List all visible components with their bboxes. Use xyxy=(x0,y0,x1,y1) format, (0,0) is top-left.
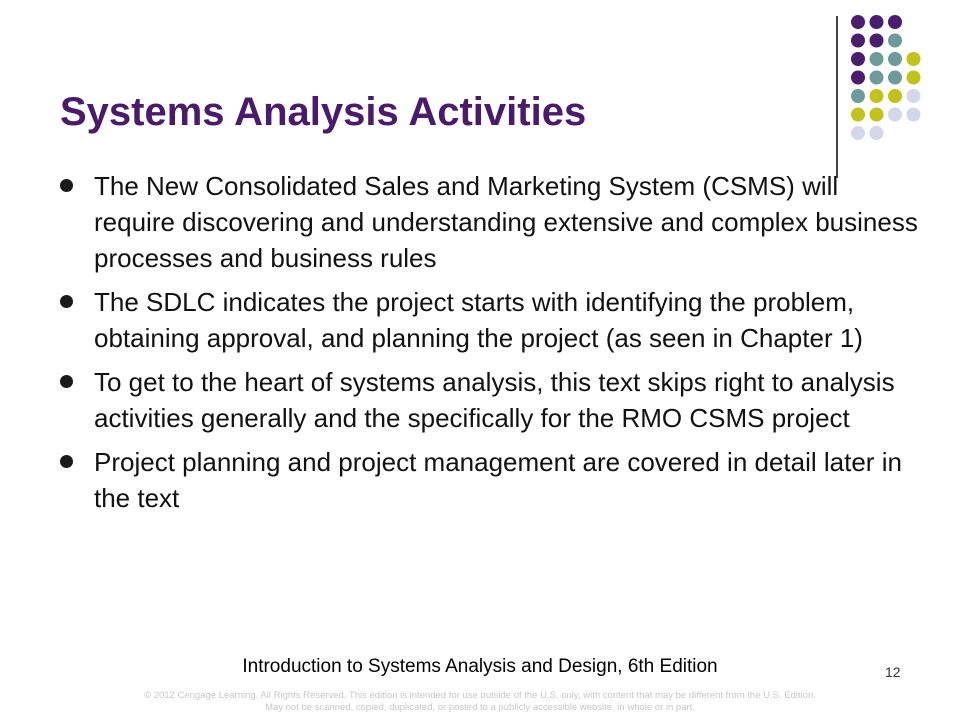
decorative-dot xyxy=(870,71,884,85)
decorative-dot-grid xyxy=(0,0,960,160)
decorative-dot xyxy=(870,108,884,122)
copyright-line-1: © 2012 Cengage Learning. All Rights Reserved. This edition is intended for use outside of the U.S. only, with content that may be different from the U.S. Edition. xyxy=(144,690,816,701)
bullet-text: The SDLC indicates the project starts with identifying the problem, obtaining approval, and planning the project (as seen in Chapter 1) xyxy=(94,287,863,353)
decorative-dot xyxy=(870,15,884,29)
decorative-dot xyxy=(888,71,902,85)
bullet-item xyxy=(60,364,920,436)
bullet-dot-icon xyxy=(60,455,73,468)
decorative-dot xyxy=(851,108,865,122)
decorative-dot xyxy=(888,89,902,103)
bullet-item xyxy=(60,444,920,516)
decorative-dot xyxy=(907,108,921,122)
decorative-dot xyxy=(851,89,865,103)
decorative-dot xyxy=(870,126,884,140)
copyright-notice xyxy=(0,690,960,714)
bullet-dot-icon xyxy=(60,179,73,192)
decorative-dot xyxy=(851,52,865,66)
bullet-list xyxy=(60,168,920,524)
footer-text: Introduction to Systems Analysis and Design, 6th Edition xyxy=(242,656,718,677)
bullet-item xyxy=(60,284,920,356)
decorative-dot xyxy=(851,126,865,140)
bullet-text: To get to the heart of systems analysis, this text skips right to analysis activities generally and the specifically for the RMO CSMS project xyxy=(94,367,895,433)
bullet-dot-icon xyxy=(60,375,73,388)
decorative-dot xyxy=(851,15,865,29)
bullet-item xyxy=(60,168,920,276)
copyright-line-2: May not be scanned, copied, duplicated, or posted to a publicly accessible website, in whole or in part. xyxy=(265,702,695,713)
decorative-dot xyxy=(870,52,884,66)
slide-title: Systems Analysis Activities xyxy=(60,90,587,134)
decorative-dot xyxy=(888,108,902,122)
decorative-dot xyxy=(907,71,921,85)
decorative-dot xyxy=(888,15,902,29)
decorative-dot xyxy=(870,34,884,48)
decorative-dot xyxy=(851,34,865,48)
decorative-dot xyxy=(851,71,865,85)
page-number: 12 xyxy=(885,664,901,680)
decorative-dot xyxy=(907,89,921,103)
decorative-dot xyxy=(907,52,921,66)
decorative-dot xyxy=(888,52,902,66)
bullet-text: Project planning and project management are covered in detail later in the text xyxy=(94,447,902,513)
decorative-dot xyxy=(870,89,884,103)
bullet-text: The New Consolidated Sales and Marketing System (CSMS) will require discovering and understanding extensive and complex business processes and business rules xyxy=(94,171,918,273)
bullet-dot-icon xyxy=(60,295,73,308)
decorative-dot xyxy=(888,34,902,48)
